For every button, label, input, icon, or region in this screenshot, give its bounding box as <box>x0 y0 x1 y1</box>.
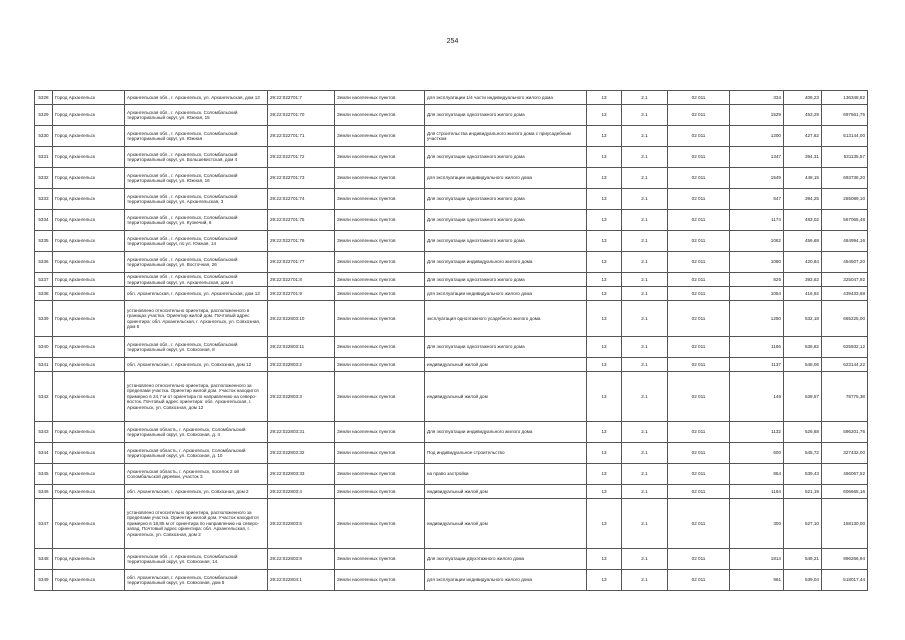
district-cell: Город Архангельск <box>53 231 125 252</box>
land-category-cell: Земли населенных пунктов <box>335 126 425 147</box>
unit-price-cell: 393,62 <box>784 273 822 287</box>
term-code-cell: 02 011 <box>668 252 730 273</box>
address-cell: Архангельская обл., г. Архангельск, Соломбальский территориальный округ, ул. Кузнечий, 6 <box>125 210 268 231</box>
district-cell: Город Архангельск <box>53 443 125 464</box>
cadastral-value-cell: 567065,48 <box>822 210 868 231</box>
rate-cell: 2.1 <box>622 443 668 464</box>
address-cell: Архангельская обл., г. Архангельск, ул. Архангельская, дом 13 <box>125 91 268 105</box>
area-cell: 1062 <box>730 231 784 252</box>
cadastral-number-cell: 29:22:022803:4 <box>268 485 335 499</box>
area-cell: 334 <box>730 91 784 105</box>
table-row <box>35 337 868 358</box>
row-number: 5342 <box>35 372 53 422</box>
cadastral-number-cell: 29:22:022701:75 <box>268 210 335 231</box>
unit-price-cell: 394,25 <box>784 189 822 210</box>
district-cell: Город Архангельск <box>53 301 125 337</box>
area-cell: 1174 <box>730 210 784 231</box>
cadastral-value-cell: 158130,00 <box>822 499 868 549</box>
unit-price-cell: 539,43 <box>784 464 822 485</box>
cadastral-number-cell: 29:22:022701:9 <box>268 287 335 301</box>
area-cell: 300 <box>730 499 784 549</box>
term-code-cell: 02 011 <box>668 422 730 443</box>
term-code-cell: 02 011 <box>668 273 730 287</box>
district-cell: Город Архангельск <box>53 464 125 485</box>
rate-cell: 2.1 <box>622 273 668 287</box>
kind-code-cell: 13 <box>587 570 622 591</box>
unit-price-cell: 456,68 <box>784 231 822 252</box>
rate-cell: 2.1 <box>622 301 668 337</box>
table-row <box>35 443 868 464</box>
row-number: 5347 <box>35 499 53 549</box>
cadastral-value-cell: 325047,92 <box>822 273 868 287</box>
cadastral-value-cell: 996266,94 <box>822 549 868 570</box>
area-cell: 864 <box>730 464 784 485</box>
unit-price-cell: 427,62 <box>784 126 822 147</box>
area-cell: 1347 <box>730 147 784 168</box>
cadastral-value-cell: 466067,52 <box>822 464 868 485</box>
land-category-cell: Земли населенных пунктов <box>335 422 425 443</box>
cadastral-number-cell: 29:22:022701:77 <box>268 252 335 273</box>
rate-cell: 2.1 <box>622 570 668 591</box>
term-code-cell: 02 011 <box>668 147 730 168</box>
term-code-cell: 02 011 <box>668 372 730 422</box>
cadastral-value-cell: 623144,22 <box>822 358 868 372</box>
kind-code-cell: 13 <box>587 126 622 147</box>
table-row <box>35 549 868 570</box>
table-row <box>35 301 868 337</box>
district-cell: Город Архангельск <box>53 287 125 301</box>
kind-code-cell: 13 <box>587 422 622 443</box>
area-cell: 1137 <box>730 358 784 372</box>
row-number: 5339 <box>35 301 53 337</box>
rate-cell: 2.1 <box>622 287 668 301</box>
row-number: 5333 <box>35 189 53 210</box>
term-code-cell: 02 011 <box>668 287 730 301</box>
cadastral-number-cell: 29:22:022803:8 <box>268 549 335 570</box>
cadastral-number-cell: 29:22:022803:3 <box>268 372 335 422</box>
land-category-cell: Земли населенных пунктов <box>335 485 425 499</box>
address-cell: Архангельская обл., г. Архангельск, Соломбальский территориальный округ, ул. Южная, 15 <box>125 105 268 126</box>
cadastral-value-cell: 513144,00 <box>822 126 868 147</box>
rate-cell: 2.1 <box>622 147 668 168</box>
rate-cell: 2.1 <box>622 210 668 231</box>
unit-price-cell: 539,57 <box>784 372 822 422</box>
cadastral-value-cell: 518017,44 <box>822 570 868 591</box>
unit-price-cell: 483,02 <box>784 210 822 231</box>
permitted-use-cell: Для строительства индивидуального жилого дома с приусадебным участком <box>425 126 587 147</box>
unit-price-cell: 536,82 <box>784 337 822 358</box>
term-code-cell: 02 011 <box>668 499 730 549</box>
area-cell: 1250 <box>730 301 784 337</box>
term-code-cell: 02 011 <box>668 231 730 252</box>
rate-cell: 2.1 <box>622 105 668 126</box>
cadastral-number-cell: 29:22:022803:33 <box>268 464 335 485</box>
unit-price-cell: 548,06 <box>784 358 822 372</box>
district-cell: Город Архангельск <box>53 499 125 549</box>
row-number: 5335 <box>35 231 53 252</box>
district-cell: Город Архангельск <box>53 126 125 147</box>
area-cell: 1164 <box>730 485 784 499</box>
table-row <box>35 189 868 210</box>
area-cell: 826 <box>730 273 784 287</box>
district-cell: Город Архангельск <box>53 372 125 422</box>
unit-price-cell: 532,18 <box>784 301 822 337</box>
district-cell: Город Архангельск <box>53 168 125 189</box>
permitted-use-cell: Для эксплуатации одноэтажного жилого дома <box>425 231 587 252</box>
rate-cell: 2.1 <box>622 549 668 570</box>
table-row <box>35 358 868 372</box>
kind-code-cell: 13 <box>587 91 622 105</box>
permitted-use-cell: на право застройки <box>425 464 587 485</box>
district-cell: Город Архангельск <box>53 91 125 105</box>
address-cell: Архангельская обл., г. Архангельск, Соломбальский территориальный округ, ул. Восточная, 26 <box>125 252 268 273</box>
unit-price-cell: 521,19 <box>784 485 822 499</box>
term-code-cell: 02 011 <box>668 443 730 464</box>
area-cell: 1814 <box>730 549 784 570</box>
term-code-cell: 02 011 <box>668 549 730 570</box>
row-number: 5340 <box>35 337 53 358</box>
term-code-cell: 02 011 <box>668 105 730 126</box>
permitted-use-cell: Под индивидуальное строительство <box>425 443 587 464</box>
land-category-cell: Земли населенных пунктов <box>335 358 425 372</box>
permitted-use-cell: для эксплуатации 1/4 части индивидуального жилого дома <box>425 91 587 105</box>
table-row <box>35 252 868 273</box>
area-cell: 146 <box>730 372 784 422</box>
term-code-cell: 02 011 <box>668 189 730 210</box>
row-number: 5349 <box>35 570 53 591</box>
kind-code-cell: 13 <box>587 337 622 358</box>
cadastral-number-cell: 29:22:022701:74 <box>268 189 335 210</box>
area-cell: 1080 <box>730 252 784 273</box>
cadastral-number-cell: 29:22:022701:73 <box>268 168 335 189</box>
land-category-cell: Земли населенных пунктов <box>335 91 425 105</box>
area-cell: 961 <box>730 570 784 591</box>
kind-code-cell: 13 <box>587 443 622 464</box>
permitted-use-cell: для эксплуатации индивидуального жилого дома <box>425 287 587 301</box>
kind-code-cell: 13 <box>587 189 622 210</box>
table-row <box>35 168 868 189</box>
kind-code-cell: 13 <box>587 273 622 287</box>
cadastral-value-cell: 454507,20 <box>822 252 868 273</box>
term-code-cell: 02 011 <box>668 210 730 231</box>
permitted-use-cell: индивидуальный жилой дом <box>425 372 587 422</box>
term-code-cell: 02 011 <box>668 358 730 372</box>
land-category-cell: Земли населенных пунктов <box>335 231 425 252</box>
permitted-use-cell: индивидуальный жилой дом <box>425 485 587 499</box>
address-cell: Архангельская обл., г. Архангельск, Соломбальский территориальный округ, ул. Совхозная, 8 <box>125 337 268 358</box>
term-code-cell: 02 011 <box>668 337 730 358</box>
cadastral-number-cell: 29:22:022701:70 <box>268 105 335 126</box>
rate-cell: 2.1 <box>622 358 668 372</box>
table-row <box>35 372 868 422</box>
cadastral-number-cell: 29:22:022804:1 <box>268 570 335 591</box>
address-cell: Архангельская обл., г. Архангельск, Соломбальский территориальный округ, ул. Южная <box>125 126 268 147</box>
address-cell: Архангельская область, г. Архангельск, поселок 2 ой Соломбальской деревни, участок 3 <box>125 464 268 485</box>
table-row <box>35 91 868 105</box>
row-number: 5348 <box>35 549 53 570</box>
term-code-cell: 02 011 <box>668 464 730 485</box>
cadastral-number-cell: 29:22:022701:8 <box>268 273 335 287</box>
term-code-cell: 02 011 <box>668 485 730 499</box>
kind-code-cell: 13 <box>587 372 622 422</box>
area-cell: 1054 <box>730 287 784 301</box>
address-cell: Архангельская обл., г. Архангельск, Соломбальский территориальный округ, ул. Архангельская, 3 <box>125 189 268 210</box>
cadastral-value-cell: 665225,00 <box>822 301 868 337</box>
kind-code-cell: 13 <box>587 105 622 126</box>
row-number: 5345 <box>35 464 53 485</box>
cadastral-value-cell: 693736,20 <box>822 168 868 189</box>
table-row <box>35 485 868 499</box>
area-cell: 1132 <box>730 422 784 443</box>
land-category-cell: Земли населенных пунктов <box>335 189 425 210</box>
cadastral-number-cell: 29:22:022701:71 <box>268 126 335 147</box>
row-number: 5344 <box>35 443 53 464</box>
district-cell: Город Архангельск <box>53 422 125 443</box>
district-cell: Город Архангельск <box>53 549 125 570</box>
address-cell: Архангельская обл., г. Архангельск, Соломбальский территориальный округ, ул. Совхозная, 14 <box>125 549 268 570</box>
address-cell: Архангельская обл., г. Архангельск, Соломбальский территориальный округ, ул. Архангельская, дом 4 <box>125 273 268 287</box>
land-category-cell: Земли населенных пунктов <box>335 464 425 485</box>
address-cell: обл. Архангельская, г. Архангельск, ул. Совхозная, дом 12 <box>125 358 268 372</box>
kind-code-cell: 13 <box>587 287 622 301</box>
row-number: 5329 <box>35 105 53 126</box>
area-cell: 600 <box>730 443 784 464</box>
table-row <box>35 273 868 287</box>
land-category-cell: Земли населенных пунктов <box>335 105 425 126</box>
address-cell: обл. Архангельская, г. Архангельск, ул. Архангельская, дом 13 <box>125 287 268 301</box>
land-category-cell: Земли населенных пунктов <box>335 287 425 301</box>
table-row <box>35 570 868 591</box>
land-category-cell: Земли населенных пунктов <box>335 301 425 337</box>
kind-code-cell: 13 <box>587 358 622 372</box>
term-code-cell: 02 011 <box>668 126 730 147</box>
unit-price-cell: 448,15 <box>784 168 822 189</box>
unit-price-cell: 408,23 <box>784 91 822 105</box>
cadastral-number-cell: 29:22:022803:5 <box>268 499 335 549</box>
rate-cell: 2.1 <box>622 168 668 189</box>
table-row <box>35 147 868 168</box>
row-number: 5336 <box>35 252 53 273</box>
term-code-cell: 02 011 <box>668 168 730 189</box>
district-cell: Город Архангельск <box>53 337 125 358</box>
address-cell: обл. Архангельская, г. Архангельск, Соломбальский территориальный округ, ул. Совхозная, дом 5 <box>125 570 268 591</box>
permitted-use-cell: индивидуальный жилой дом <box>425 499 587 549</box>
permitted-use-cell: Для эксплуатации индивидуального жилого дома <box>425 252 587 273</box>
rate-cell: 2.1 <box>622 189 668 210</box>
unit-price-cell: 420,84 <box>784 252 822 273</box>
cadastral-value-cell: 606665,16 <box>822 485 868 499</box>
table-row <box>35 126 868 147</box>
rate-cell: 2.1 <box>622 337 668 358</box>
rate-cell: 2.1 <box>622 252 668 273</box>
cadastral-value-cell: 697561,75 <box>822 105 868 126</box>
cadastral-number-cell: 29:22:022803:31 <box>268 422 335 443</box>
cadastral-value-cell: 531135,57 <box>822 147 868 168</box>
district-cell: Город Архангельск <box>53 105 125 126</box>
permitted-use-cell: Для эксплуатации одноэтажного жилого дома <box>425 105 587 126</box>
cadastral-value-cell: 625932,12 <box>822 337 868 358</box>
kind-code-cell: 13 <box>587 499 622 549</box>
unit-price-cell: 527,10 <box>784 499 822 549</box>
address-cell: установлено относительно ориентира, расположенного в границах участка. Ориентир жилой дом. Почтовый адрес ориентира: обл. Архангельская, г. Архангельск, ул. Совхозная, дом 6 <box>125 301 268 337</box>
term-code-cell: 02 011 <box>668 91 730 105</box>
row-number: 5334 <box>35 210 53 231</box>
cadastral-value-cell: 439433,68 <box>822 287 868 301</box>
land-category-cell: Земли населенных пунктов <box>335 147 425 168</box>
cadastral-number-cell: 29:22:022803:32 <box>268 443 335 464</box>
area-cell: 1549 <box>730 168 784 189</box>
cadastral-value-cell: 78775,38 <box>822 372 868 422</box>
land-category-cell: Земли населенных пунктов <box>335 168 425 189</box>
land-category-cell: Земли населенных пунктов <box>335 443 425 464</box>
kind-code-cell: 13 <box>587 168 622 189</box>
kind-code-cell: 13 <box>587 485 622 499</box>
cadastral-value-cell: 327432,00 <box>822 443 868 464</box>
address-cell: Архангельская обл., г. Архангельск, Соломбальский территориальный округ, ул. Большевистская, дом 4 <box>125 147 268 168</box>
row-number: 5328 <box>35 91 53 105</box>
table-row <box>35 287 868 301</box>
cadastral-number-cell: 29:22:022701:72 <box>268 147 335 168</box>
area-cell: 1529 <box>730 105 784 126</box>
kind-code-cell: 13 <box>587 210 622 231</box>
row-number: 5337 <box>35 273 53 287</box>
address-cell: установлено относительно ориентира, расположенного за пределами участка. Ориентир жилой дом. Участок находится примерно в 24,7 м от ориентира по направлению на северо-восток. Почтовый адрес ориентира: обл. Архангельская, г. Архангельск, ул. Совхозная, дом 12 <box>125 372 268 422</box>
rate-cell: 2.1 <box>622 464 668 485</box>
address-cell: Архангельская обл., г. Архангельск, Соломбальский территориальный округ, по ул. Южная, 14 <box>125 231 268 252</box>
term-code-cell: 02 011 <box>668 301 730 337</box>
rate-cell: 2.1 <box>622 485 668 499</box>
district-cell: Город Архангельск <box>53 147 125 168</box>
area-cell: 1166 <box>730 337 784 358</box>
address-cell: Архангельская обл., г. Архангельск, Соломбальский территориальный округ, ул. Южная, 16 <box>125 168 268 189</box>
rate-cell: 2.1 <box>622 126 668 147</box>
unit-price-cell: 416,92 <box>784 287 822 301</box>
area-cell: 1200 <box>730 126 784 147</box>
district-cell: Город Архангельск <box>53 189 125 210</box>
rate-cell: 2.1 <box>622 91 668 105</box>
unit-price-cell: 539,04 <box>784 570 822 591</box>
cadastral-value-cell: 136348,82 <box>822 91 868 105</box>
address-cell: установлено относительно ориентира, расположенного за пределами участка. Ориентир жилой дом. Участок находится примерно в 18,85 м от ориентира по направлению на северо-запад. Почтовый адрес ориентира: обл. Архангельская, г. Архангельск, ул. Совхозная, дом 2 <box>125 499 268 549</box>
row-number: 5338 <box>35 287 53 301</box>
row-number: 5330 <box>35 126 53 147</box>
permitted-use-cell: для эксплуатации индивидуального жилого дома <box>425 168 587 189</box>
kind-code-cell: 13 <box>587 549 622 570</box>
cadastral-number-cell: 29:22:022803:2 <box>268 358 335 372</box>
permitted-use-cell: индивидуальный жилой дом <box>425 358 587 372</box>
table-row <box>35 231 868 252</box>
land-category-cell: Земли населенных пунктов <box>335 570 425 591</box>
cadastral-number-cell: 29:22:022803:10 <box>268 301 335 337</box>
unit-price-cell: 453,29 <box>784 105 822 126</box>
kind-code-cell: 13 <box>587 301 622 337</box>
permitted-use-cell: Для эксплуатации одноэтажного жилого дома <box>425 147 587 168</box>
table-row <box>35 499 868 549</box>
permitted-use-cell: эксплуатация одноэтажного усадебного жилого дома <box>425 301 587 337</box>
rate-cell: 2.1 <box>622 422 668 443</box>
permitted-use-cell: Для эксплуатации одноэтажного жилого дома <box>425 189 587 210</box>
permitted-use-cell: для эксплуатации индивидуального жилого дома <box>425 570 587 591</box>
kind-code-cell: 13 <box>587 252 622 273</box>
kind-code-cell: 13 <box>587 147 622 168</box>
district-cell: Город Архангельск <box>53 485 125 499</box>
row-number: 5341 <box>35 358 53 372</box>
permitted-use-cell: Для эксплуатации одноэтажного жилого дома <box>425 337 587 358</box>
table-row <box>35 105 868 126</box>
cadastral-number-cell: 29:22:022701:76 <box>268 231 335 252</box>
kind-code-cell: 13 <box>587 231 622 252</box>
kind-code-cell: 13 <box>587 464 622 485</box>
cadastral-value-cell: 255089,10 <box>822 189 868 210</box>
land-category-cell: Земли населенных пунктов <box>335 499 425 549</box>
land-category-cell: Земли населенных пунктов <box>335 372 425 422</box>
permitted-use-cell: Для эксплуатации одноэтажного жилого дома <box>425 273 587 287</box>
land-category-cell: Земли населенных пунктов <box>335 273 425 287</box>
page-number: 254 <box>446 38 459 45</box>
area-cell: 647 <box>730 189 784 210</box>
address-cell: обл. Архангельская, г. Архангельск, ул. Совхозная, дом 2 <box>125 485 268 499</box>
address-cell: Архангельская область, г. Архангельск, Соломбальский территориальный округ, ул. Совхозная, д. 10 <box>125 443 268 464</box>
address-cell: Архангельская область, г. Архангельск, Соломбальский территориальный округ, ул. Совхозная, д. 4 <box>125 422 268 443</box>
rate-cell: 2.1 <box>622 499 668 549</box>
table-row <box>35 464 868 485</box>
row-number: 5343 <box>35 422 53 443</box>
term-code-cell: 02 011 <box>668 570 730 591</box>
row-number: 5332 <box>35 168 53 189</box>
rate-cell: 2.1 <box>622 372 668 422</box>
rate-cell: 2.1 <box>622 231 668 252</box>
district-cell: Город Архангельск <box>53 358 125 372</box>
district-cell: Город Архангельск <box>53 210 125 231</box>
permitted-use-cell: Для эксплуатации индивидуального жилого дома <box>425 422 587 443</box>
row-number: 5331 <box>35 147 53 168</box>
cadastral-value-cell: 484994,16 <box>822 231 868 252</box>
row-number: 5346 <box>35 485 53 499</box>
unit-price-cell: 394,31 <box>784 147 822 168</box>
table-row <box>35 210 868 231</box>
land-category-cell: Земли населенных пунктов <box>335 337 425 358</box>
district-cell: Город Архангельск <box>53 570 125 591</box>
land-category-cell: Земли населенных пунктов <box>335 549 425 570</box>
permitted-use-cell: Для эксплуатации одноэтажного жилого дома <box>425 210 587 231</box>
unit-price-cell: 549,21 <box>784 549 822 570</box>
cadastral-value-cell: 596201,76 <box>822 422 868 443</box>
district-cell: Город Архангельск <box>53 273 125 287</box>
land-registry-table <box>34 90 868 591</box>
cadastral-number-cell: 29:22:022803:11 <box>268 337 335 358</box>
district-cell: Город Архангельск <box>53 252 125 273</box>
table-row <box>35 422 868 443</box>
land-category-cell: Земли населенных пунктов <box>335 210 425 231</box>
cadastral-number-cell: 29:22:022701:7 <box>268 91 335 105</box>
land-category-cell: Земли населенных пунктов <box>335 252 425 273</box>
permitted-use-cell: Для эксплуатации двухэтажного жилого дома <box>425 549 587 570</box>
unit-price-cell: 526,68 <box>784 422 822 443</box>
unit-price-cell: 545,72 <box>784 443 822 464</box>
